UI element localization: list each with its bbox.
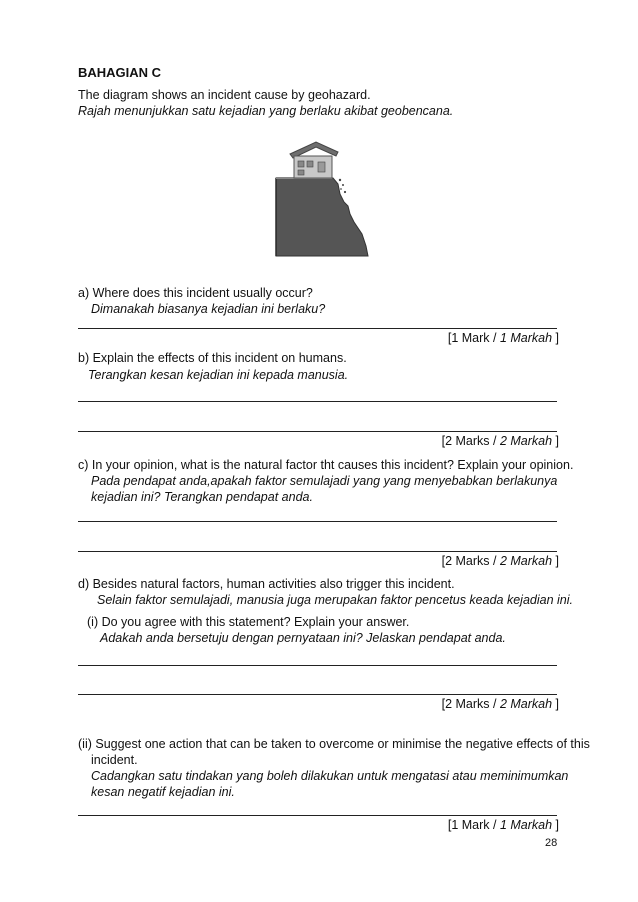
answer-line-c-2 <box>78 551 557 552</box>
marks-text: [1 Mark / <box>447 818 500 832</box>
section-heading: BAHAGIAN C <box>78 65 162 80</box>
marks-text: [1 Mark / <box>447 331 500 345</box>
question-a-malay: Dimanakah biasanya kejadian ini berlaku? <box>91 302 326 316</box>
answer-line-b-1 <box>78 401 557 402</box>
question-d-i-marks <box>442 697 559 711</box>
marks-malay: 1 Markah <box>499 331 553 345</box>
landslide-diagram <box>258 132 374 264</box>
answer-line-d-i-2 <box>78 694 557 695</box>
question-b-english: b) Explain the effects of this incident on humans. <box>78 351 347 365</box>
marks-text: [2 Marks / <box>441 434 500 448</box>
question-c-malay-1: Pada pendapat anda,apakah faktor semulajadi yang yang menyebabkan berlakunya <box>91 474 558 488</box>
question-b-malay: Terangkan kesan kejadian ini kepada manusia. <box>88 368 349 382</box>
marks-close: ] <box>552 331 559 345</box>
answer-line-c-1 <box>78 521 557 522</box>
answer-line-b-2 <box>78 431 557 432</box>
question-d-ii-english-1: (ii) Suggest one action that can be taken to overcome or minimise the negative effects of this <box>78 737 590 751</box>
marks-malay: 2 Markah <box>499 697 553 711</box>
question-c-malay-2: kejadian ini? Terangkan pendapat anda. <box>91 490 313 504</box>
intro-malay: Rajah menunjukkan satu kejadian yang berlaku akibat geobencana. <box>78 104 454 118</box>
question-d-ii-malay-1: Cadangkan satu tindakan yang boleh dilakukan untuk mengatasi atau meminimumkan <box>91 769 569 783</box>
answer-line-d-i-1 <box>78 665 557 666</box>
question-a-marks <box>448 331 559 345</box>
marks-malay: 1 Markah <box>499 818 553 832</box>
marks-close: ] <box>552 554 559 568</box>
marks-text: [2 Marks / <box>441 554 500 568</box>
question-a-english: a) Where does this incident usually occur? <box>78 286 313 300</box>
answer-line-d-ii-1 <box>78 815 557 816</box>
marks-text: [2 Marks / <box>441 697 500 711</box>
marks-close: ] <box>552 818 559 832</box>
question-c-english: c) In your opinion, what is the natural factor tht causes this incident? Explain your opinion. <box>78 458 574 472</box>
question-d-i-malay: Adakah anda bersetuju dengan pernyataan ini? Jelaskan pendapat anda. <box>100 631 506 645</box>
question-d-english: d) Besides natural factors, human activities also trigger this incident. <box>78 577 455 591</box>
question-d-ii-marks <box>448 818 559 832</box>
page-number: 28 <box>545 837 558 849</box>
marks-malay: 2 Markah <box>499 554 553 568</box>
marks-malay: 2 Markah <box>499 434 553 448</box>
question-c-marks <box>442 554 559 568</box>
question-b-marks <box>442 434 559 448</box>
intro-english: The diagram shows an incident cause by geohazard. <box>78 88 371 102</box>
question-d-ii-english-2: incident. <box>91 753 138 767</box>
marks-close: ] <box>552 697 559 711</box>
answer-line-a-1 <box>78 328 557 329</box>
question-d-ii-malay-2: kesan negatif kejadian ini. <box>91 785 235 799</box>
marks-close: ] <box>552 434 559 448</box>
question-d-malay: Selain faktor semulajadi, manusia juga merupakan faktor pencetus keada kejadian ini. <box>97 593 573 607</box>
question-d-i-english: (i) Do you agree with this statement? Explain your answer. <box>87 615 410 629</box>
